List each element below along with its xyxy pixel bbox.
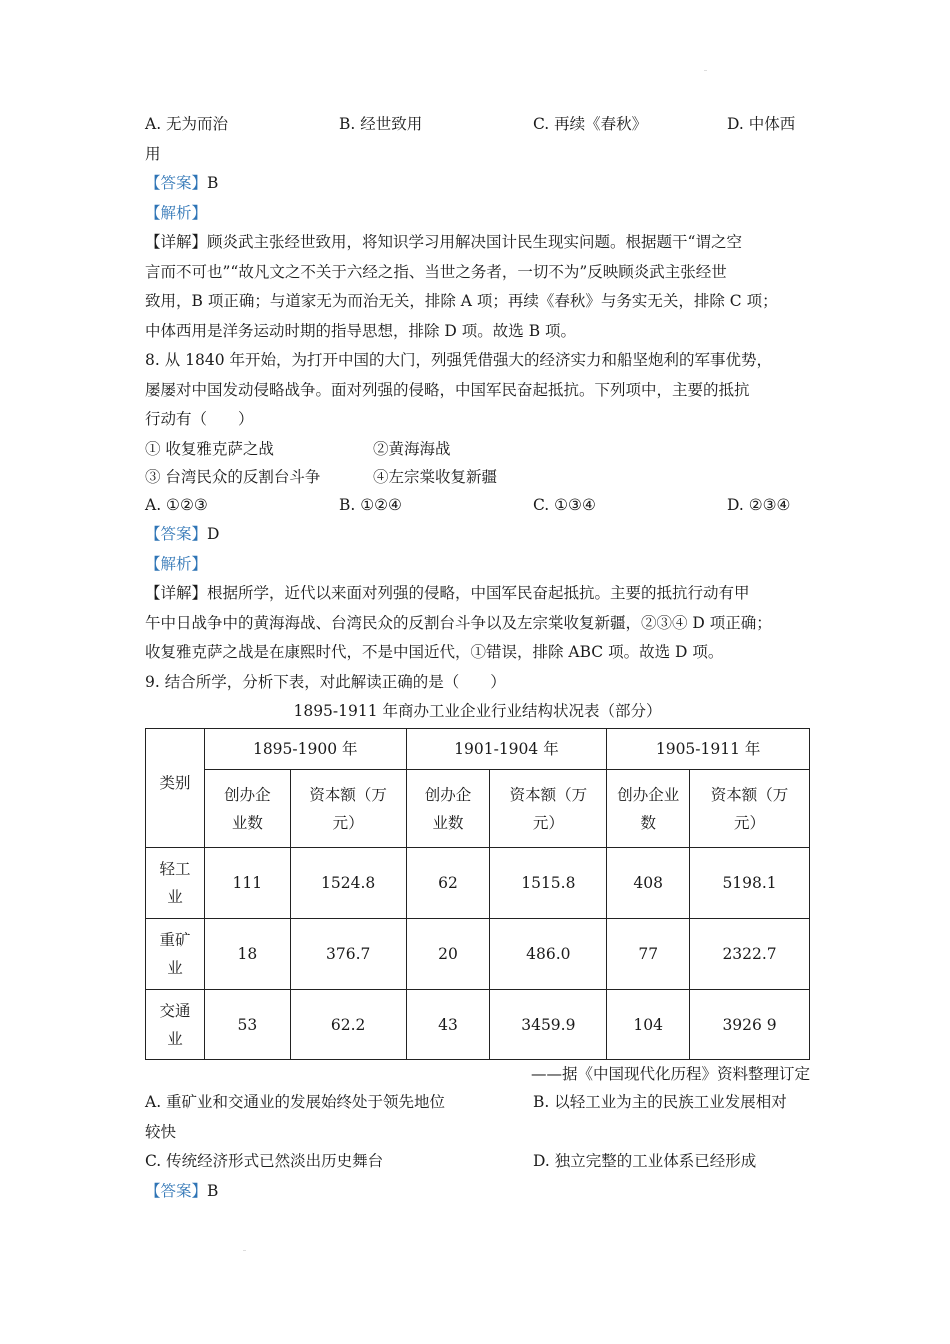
answer-tag: 【答案】 <box>145 1181 208 1200</box>
table-cell: 43 <box>406 990 490 1060</box>
q9-option-a[interactable]: A. 重矿业和交通业的发展始终处于领先地位 <box>145 1093 446 1111</box>
category-line: 重矿 <box>159 931 191 949</box>
scan-speck <box>704 70 707 71</box>
table-cell: 18 <box>204 919 290 990</box>
q9-option-d[interactable]: D. 独立完整的工业体系已经形成 <box>533 1152 757 1170</box>
detail-tag: 【详解】 <box>145 584 208 602</box>
sub-header <box>690 770 810 848</box>
sub-header-line: 创办企业 <box>617 785 680 804</box>
table-row <box>146 848 810 919</box>
sub-header <box>290 770 406 848</box>
table-cell: 5198.1 <box>690 848 810 919</box>
sub-header <box>490 770 607 848</box>
q7-answer <box>145 169 810 199</box>
category-line: 业 <box>167 888 183 906</box>
answer-value: B <box>207 174 219 192</box>
sub-header-line: 元） <box>332 813 364 832</box>
q9-option-b[interactable]: B. 以轻工业为主的民族工业发展相对 <box>533 1093 787 1111</box>
q8-items-row-2 <box>145 463 810 491</box>
period-header: 1905-1911 年 <box>607 729 810 770</box>
sub-header-line: 资本额（万 <box>509 785 588 804</box>
sub-header <box>204 770 290 848</box>
q8-options <box>145 491 810 521</box>
q7-option-a[interactable]: A. 无为而治 <box>145 115 229 133</box>
table-cell: 1524.8 <box>290 848 406 919</box>
sub-header-line: 创办企 <box>224 785 271 804</box>
q7-option-d[interactable]: D. 中体西 <box>727 115 796 133</box>
sub-header-line: 创办企 <box>424 785 472 804</box>
q7-option-d-wrap: 用 <box>145 144 161 163</box>
table-cell: 3459.9 <box>490 990 607 1060</box>
q8-item-2: ②黄海海战 <box>373 439 451 458</box>
sub-header <box>607 770 690 848</box>
table-header-row <box>146 729 810 770</box>
sub-header-line: 资本额（万 <box>710 785 789 804</box>
detail-text: 顾炎武主张经世致用，将知识学习用解决国计民生现实问题。根据题干“谓之空 <box>207 233 742 251</box>
sub-header-line: 元） <box>734 813 766 832</box>
q8-stem-line-3: 行动有（ ） <box>145 410 254 428</box>
q9-option-b-wrap: 较快 <box>145 1122 177 1141</box>
sub-header-line: 业数 <box>432 813 464 832</box>
table-row <box>146 990 810 1060</box>
q8-detail-line-1 <box>145 579 810 609</box>
table-row <box>146 919 810 990</box>
sub-header-line: 业数 <box>231 813 263 832</box>
q8-stem-line-1: 8. 从 1840 年开始，为打开中国的大门，列强凭借强大的经济实力和船坚炮利的军事优势， <box>145 351 773 369</box>
table-cell: 408 <box>607 848 690 919</box>
q9-answer <box>145 1177 810 1207</box>
document-page <box>145 110 810 1206</box>
q9-options-row-1 <box>145 1088 810 1118</box>
q8-option-a[interactable]: A. ①②③ <box>145 495 208 514</box>
table-cell: 376.7 <box>290 919 406 990</box>
table-cell: 62 <box>406 848 490 919</box>
q8-item-3: ③ 台湾民众的反割台斗争 <box>145 467 321 486</box>
q8-detail-line-2: 午中日战争中的黄海海战、台湾民众的反割台斗争以及左宗棠收复新疆，②③④ D 项正确； <box>145 613 772 632</box>
table-cell: 53 <box>204 990 290 1060</box>
q7-option-c[interactable]: C. 再续《春秋》 <box>533 115 648 133</box>
period-header: 1895-1900 年 <box>204 729 406 770</box>
answer-value: D <box>207 525 220 543</box>
table-source: ——据《中国现代化历程》资料整理订定 <box>530 1065 810 1083</box>
q7-detail-line-1 <box>145 228 810 258</box>
row-category <box>146 990 205 1060</box>
q7-analysis-tag: 【解析】 <box>145 203 208 222</box>
table-cell: 2322.7 <box>690 919 810 990</box>
q8-answer <box>145 520 810 550</box>
q8-option-d[interactable]: D. ②③④ <box>727 495 791 514</box>
row-category <box>146 919 205 990</box>
category-line: 业 <box>167 959 183 977</box>
table-cell: 77 <box>607 919 690 990</box>
q8-item-1: ① 收复雅克萨之战 <box>145 439 274 458</box>
q8-option-b[interactable]: B. ①②④ <box>339 495 402 514</box>
q7-detail-line-3: 致用，B 项正确；与道家无为而治无关，排除 A 项；再续《春秋》与务实无关，排除 C 项； <box>145 292 778 310</box>
sub-header <box>406 770 490 848</box>
q8-items-row-1 <box>145 435 810 463</box>
table-cell: 62.2 <box>290 990 406 1060</box>
detail-tag: 【详解】 <box>145 233 208 251</box>
q7-option-b[interactable]: B. 经世致用 <box>339 115 423 133</box>
q8-stem-line-2: 屡屡对中国发动侵略战争。面对列强的侵略，中国军民奋起抵抗。下列项中，主要的抵抗 <box>145 380 750 399</box>
detail-text: 根据所学，近代以来面对列强的侵略，中国军民奋起抵抗。主要的抵抗行动有甲 <box>207 584 750 602</box>
industry-structure-table <box>145 728 810 1060</box>
category-line: 轻工 <box>159 860 191 878</box>
table-cell: 111 <box>204 848 290 919</box>
scan-speck <box>243 1250 246 1251</box>
q7-detail-line-4: 中体西用是洋务运动时期的指导思想，排除 D 项。故选 B 项。 <box>145 321 577 340</box>
answer-tag: 【答案】 <box>145 174 208 192</box>
q8-detail-line-3: 收复雅克萨之战是在康熙时代，不是中国近代，①错误，排除 ABC 项。故选 D 项。 <box>145 643 724 661</box>
answer-value: B <box>207 1181 219 1200</box>
table-cell: 1515.8 <box>490 848 607 919</box>
q8-item-4: ④左宗棠收复新疆 <box>373 467 498 486</box>
table-title: 1895-1911 年商办工业企业行业结构状况表（部分） <box>293 702 662 720</box>
q7-detail-line-2: 言而不可也”“故凡文之不关于六经之指、当世之务者，一切不为”反映顾炎武主张经世 <box>145 262 727 281</box>
sub-header-line: 数 <box>640 813 656 832</box>
table-cell: 20 <box>406 919 490 990</box>
answer-tag: 【答案】 <box>145 525 208 543</box>
sub-header-line: 元） <box>532 813 564 832</box>
table-cell: 104 <box>607 990 690 1060</box>
row-category <box>146 848 205 919</box>
period-header: 1901-1904 年 <box>406 729 607 770</box>
q8-option-c[interactable]: C. ①③④ <box>533 495 596 514</box>
q9-option-c[interactable]: C. 传统经济形式已然淡出历史舞台 <box>145 1152 384 1170</box>
category-line: 业 <box>167 1029 183 1048</box>
q8-analysis-tag: 【解析】 <box>145 554 208 573</box>
sub-header-line: 资本额（万 <box>309 785 387 804</box>
table-cell: 486.0 <box>490 919 607 990</box>
q9-stem: 9. 结合所学，分析下表，对此解读正确的是（ ） <box>145 672 506 691</box>
category-line: 交通 <box>159 1001 191 1020</box>
category-header: 类别 <box>146 729 205 848</box>
q7-options <box>145 110 810 140</box>
q9-options-row-2 <box>145 1147 810 1177</box>
table-cell: 3926 9 <box>690 990 810 1060</box>
table-subheader-row <box>146 770 810 848</box>
